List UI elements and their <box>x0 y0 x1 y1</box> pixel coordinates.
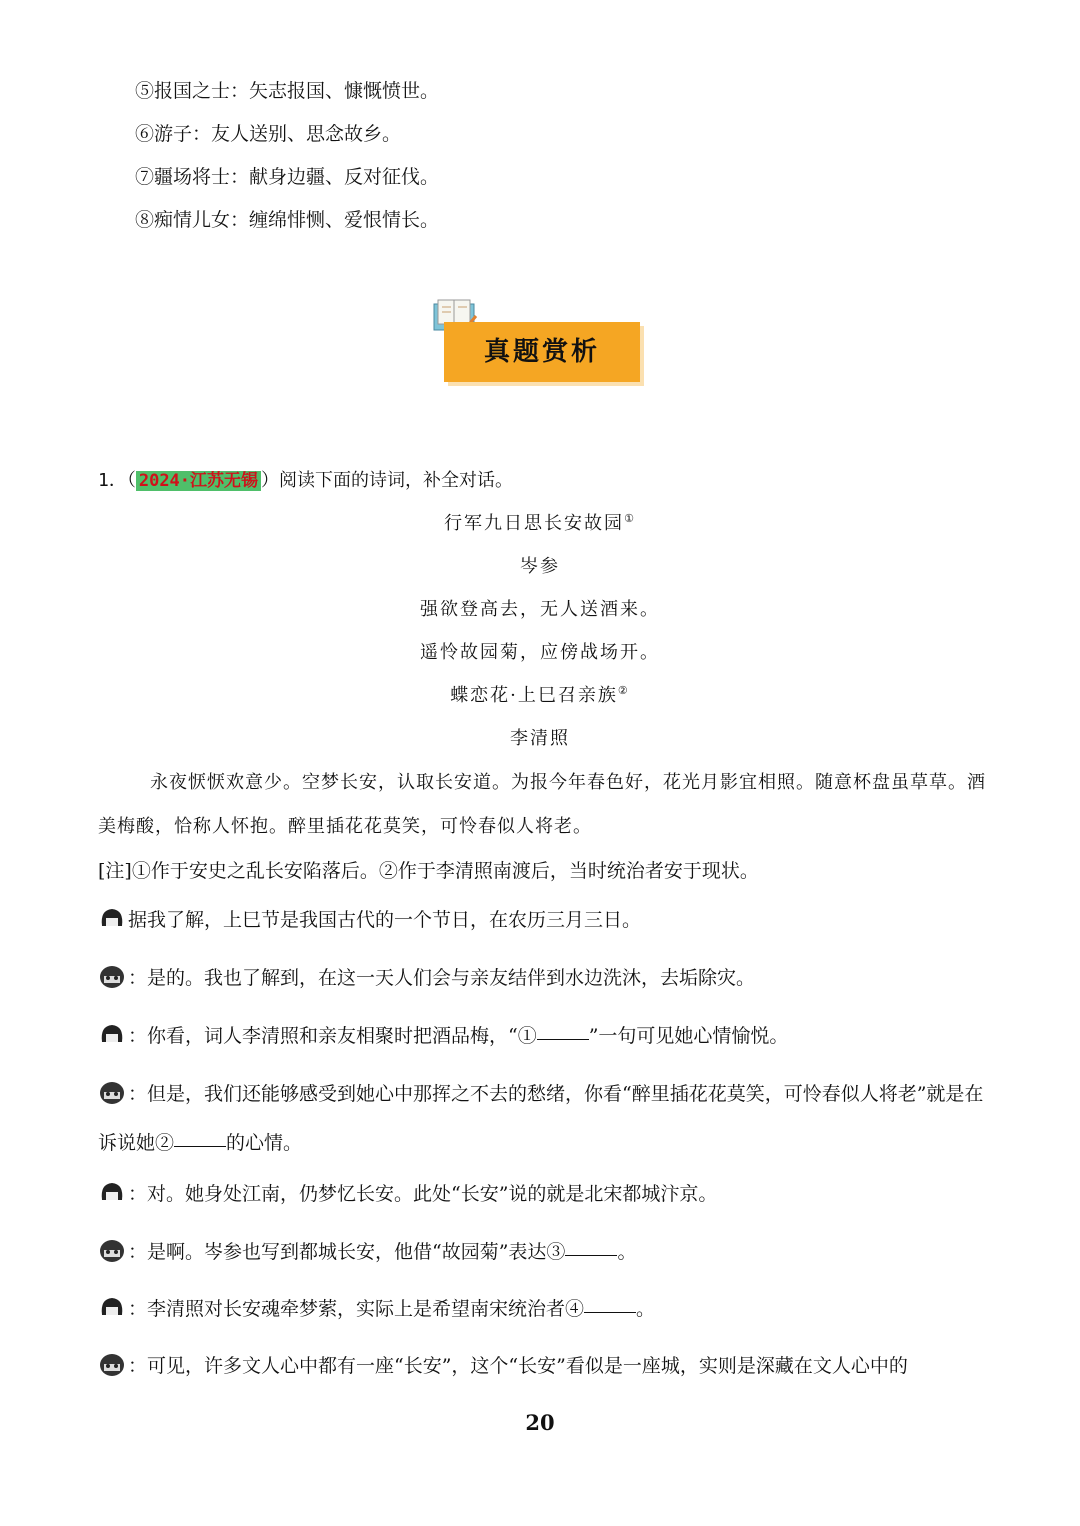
boy-avatar-icon <box>98 1238 126 1264</box>
poem2-text-line: 美梅酸，恰称人怀抱。醉里插花花莫笑，可怜春似人将老。 <box>98 816 592 837</box>
poem1-author: 岑参 <box>520 556 560 577</box>
girl-avatar-icon <box>98 1180 126 1206</box>
page-number: 20 <box>525 1410 555 1435</box>
intro-item-5: ⑤报国之士：矢志报国、慷慨愤世。 <box>135 80 440 102</box>
intro-item-7: ⑦疆场将士：献身边疆、反对征伐。 <box>135 166 440 188</box>
dialog-line: ：对。她身处江南，仍梦忆长安。此处“长安”说的就是北宋都城汴京。 <box>98 1179 717 1206</box>
question-number: 1．（ <box>98 470 136 491</box>
poem2-text-line: 永夜恹恹欢意少。空梦长安，认取长安道。为报今年春色好，花光月影宜相照。随意杯盘虽草草。酒 <box>150 772 986 793</box>
dialog-line: ：但是，我们还能够感受到她心中那挥之不去的愁绪，你看“醉里插花花莫笑，可怜春似人将老”就是在 <box>98 1079 983 1106</box>
question-stem <box>98 466 513 492</box>
poem1-line: 遥怜故园菊，应傍战场开。 <box>420 642 660 663</box>
dialog-line: ：李清照对长安魂牵梦萦，实际上是希望南宋统治者④ 。 <box>98 1294 655 1321</box>
annotation-note: [注]①作于安史之乱长安陷落后。②作于李清照南渡后，当时统治者安于现状。 <box>98 860 759 882</box>
answer-blank-1[interactable] <box>537 1038 589 1040</box>
dialog-line: ：可见，许多文人心中都有一座“长安”，这个“长安”看似是一座城，实则是深藏在文人心中的 <box>98 1351 908 1378</box>
dialog-line: ：是啊。岑参也写到都城长安，他借“故园菊”表达③ 。 <box>98 1237 636 1264</box>
question-source-tag: 2024·江苏无锡 <box>136 471 261 491</box>
dialog-line: ：是的。我也了解到，在这一天人们会与亲友结伴到水边洗沐，去垢除灾。 <box>98 963 755 990</box>
question-prompt: ）阅读下面的诗词，补全对话。 <box>261 470 514 491</box>
dialog-line: 诉说她② 的心情。 <box>98 1132 303 1154</box>
intro-item-6: ⑥游子：友人送别、思念故乡。 <box>135 123 402 145</box>
dialog-line: 据我了解，上巳节是我国古代的一个节日，在农历三月三日。 <box>98 905 641 932</box>
boy-avatar-icon <box>98 1352 126 1378</box>
girl-avatar-icon <box>98 1022 126 1048</box>
answer-blank-4[interactable] <box>584 1311 636 1313</box>
girl-avatar-icon <box>98 906 126 932</box>
section-title: 真题赏析 <box>483 337 600 367</box>
poem2-author: 李清照 <box>510 728 570 749</box>
girl-avatar-icon <box>98 1295 126 1321</box>
intro-item-8: ⑧痴情儿女：缠绵悱恻、爱恨情长。 <box>135 209 440 231</box>
answer-blank-2[interactable] <box>174 1145 226 1147</box>
answer-blank-3[interactable] <box>565 1254 617 1256</box>
boy-avatar-icon <box>98 964 126 990</box>
boy-avatar-icon <box>98 1080 126 1106</box>
poem2-title: 蝶恋花·上巳召亲族② <box>450 684 630 706</box>
poem1-line: 强欲登高去，无人送酒来。 <box>420 599 660 620</box>
poem1-title: 行军九日思长安故园① <box>444 512 636 534</box>
dialog-line: ：你看，词人李清照和亲友相聚时把酒品梅，“① ”一句可见她心情愉悦。 <box>98 1021 788 1048</box>
